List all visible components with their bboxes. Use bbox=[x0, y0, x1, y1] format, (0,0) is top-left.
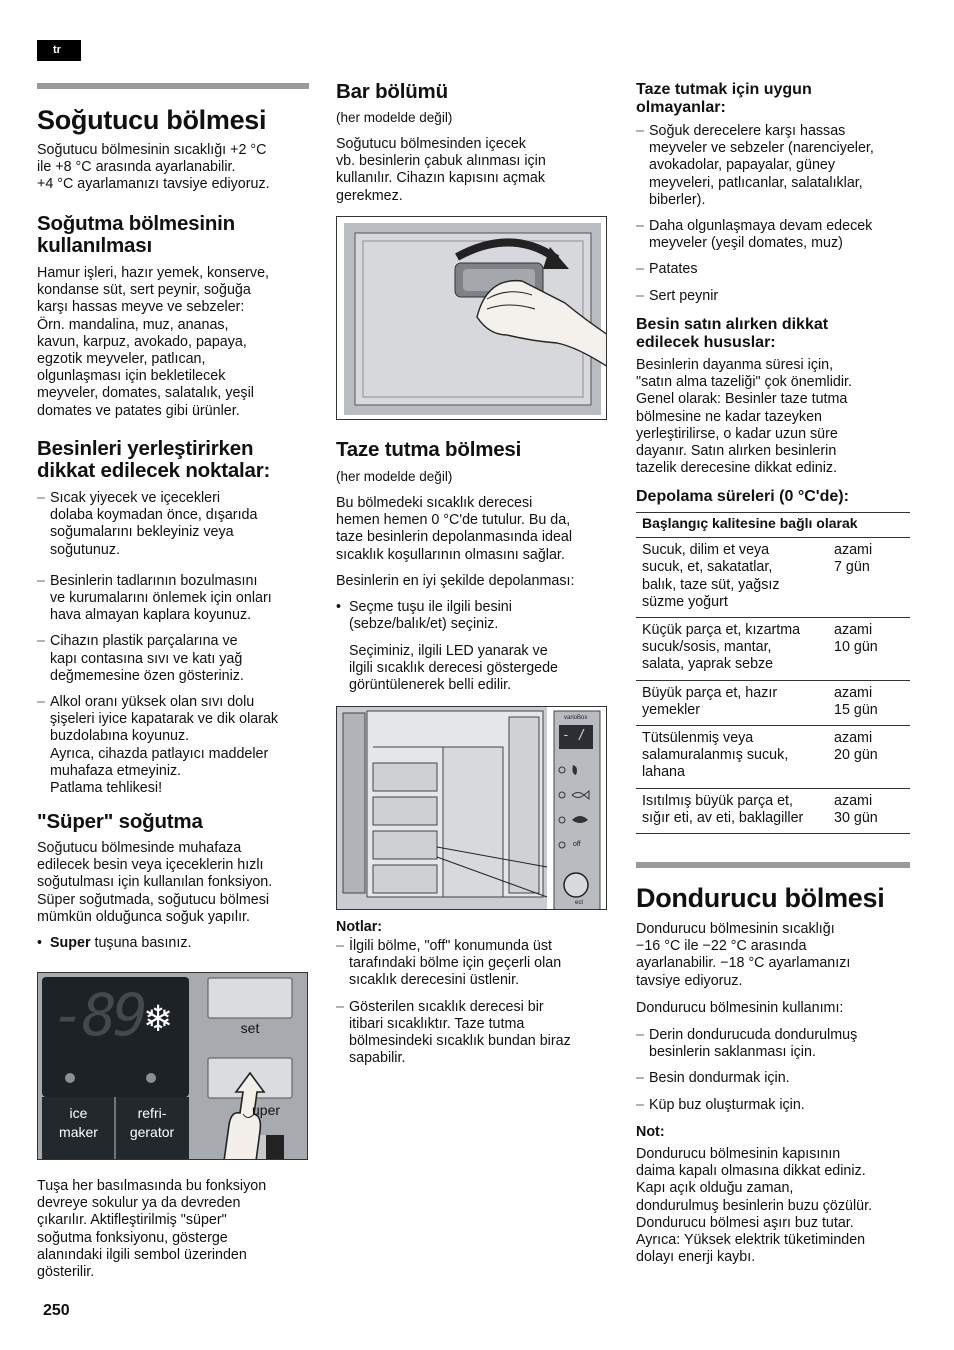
ice-maker-label-line: ice bbox=[69, 1105, 88, 1121]
temperature-digits: -89 bbox=[51, 981, 144, 1049]
tips-list bbox=[37, 490, 309, 797]
list-item: – Daha olgunlaşmaya devam edecek meyveler (yeşil domates, muz) bbox=[636, 218, 910, 252]
super-cooling-heading: "Süper" soğutma bbox=[37, 810, 203, 833]
column-middle bbox=[336, 0, 608, 1067]
section-divider bbox=[636, 862, 910, 868]
list-item: – Sıcak yiyecek ve içecekleri dolaba koymadan önce, dışarıda soğumalarını bekleyiniz veya soğutunuz. bbox=[37, 490, 309, 559]
freezer-note-heading: Not: bbox=[636, 1124, 665, 1140]
table-row bbox=[636, 538, 910, 618]
variobox-display: - / bbox=[562, 728, 586, 743]
fresh-drawer-figure bbox=[336, 706, 607, 910]
storage-table bbox=[636, 512, 910, 834]
food-cell: Isıtılmış büyük parça et, sığır eti, av eti, baklagiller bbox=[636, 788, 834, 833]
variobox-title: varioBox bbox=[564, 715, 588, 721]
food-cell: Tütsülenmiş veya salamuralanmış sucuk, lahana bbox=[636, 726, 834, 789]
freezer-intro: Dondurucu bölmesinin sıcaklığı −16 °C ile −22 °C arasında ayarlanabilir. −18 °C ayarlamanızı tavsiye ediyoruz. bbox=[636, 921, 851, 989]
unsuitable-list bbox=[636, 123, 910, 305]
control-panel-figure bbox=[37, 972, 308, 1160]
table-row bbox=[636, 618, 910, 681]
super-bullet-text: tuşuna basınız. bbox=[90, 935, 192, 951]
super-cooling-text: Soğutucu bölmesinde muhafaza edilecek besin veya içeceklerin hızlı soğutulması için kullanılan fonksiyon. Süper soğutmada, soğutucu bölmesi mümkün olduğunca soğuk yapılır. bbox=[37, 840, 273, 925]
fresh-bullet: • Seçme tuşu ile ilgili besini (sebze/balık/et) seçiniz. bbox=[336, 599, 608, 633]
storage-heading: Depolama süreleri (0 °C'de): bbox=[636, 488, 849, 505]
table-row bbox=[636, 680, 910, 725]
usage-heading: Soğutma bölmesinin kullanılması bbox=[37, 212, 235, 257]
unsuitable-heading: Taze tutmak için uygun olmayanlar: bbox=[636, 81, 812, 116]
fresh-text: Bu bölmedeki sıcaklık derecesi hemen hemen 0 °C'de tutulur. Bu da, taze besinlerin depolanmasında ideal sıcaklık koşullarının olmasını sağlar. bbox=[336, 495, 573, 563]
list-item: – Patates bbox=[636, 261, 910, 278]
ice-maker-label bbox=[42, 1104, 115, 1142]
list-item: – İlgili bölme, "off" konumunda üst tarafındaki bölme için geçerli olan sıcaklık derecesini üstlenir. bbox=[336, 938, 608, 990]
food-cell: Büyük parça et, hazır yemekler bbox=[636, 680, 834, 725]
section-title-refrigerator: Soğutucu bölmesi bbox=[37, 105, 267, 135]
fresh-model-note: (her modelde değil) bbox=[336, 469, 453, 484]
fresh-storage-intro: Besinlerin en iyi şekilde depolanması: bbox=[336, 573, 575, 589]
ice-maker-label-line: maker bbox=[59, 1124, 98, 1140]
super-bullet bbox=[37, 935, 309, 952]
refrigerator-intro: Soğutucu bölmesinin sıcaklığı +2 °C ile +8 °C arasında ayarlanabilir. +4 °C ayarlamanızı tavsiye ediyoruz. bbox=[37, 142, 270, 193]
freezer-note-text: Dondurucu bölmesinin kapısının daima kapalı olmasına dikkat ediniz. Kapı açık olduğu zaman, dondurulmuş besinlerin buzu çözülür. Dondurucu bölmesi aşırı buz tutar. Ayrıca: Yüksek elektrik tüketiminden dolayı enerji kaybı. bbox=[636, 1146, 873, 1266]
notes-heading: Notlar: bbox=[336, 919, 383, 935]
fresh-section-heading: Taze tutma bölmesi bbox=[336, 438, 522, 461]
bar-model-note: (her modelde değil) bbox=[336, 110, 453, 125]
refrigerator-label bbox=[115, 1104, 189, 1142]
list-item: – Besin dondurmak için. bbox=[636, 1070, 910, 1087]
list-item: – Soğuk derecelere karşı hassas meyveler ve sebzeler (narenciyeler, avokadolar, papayalar, güney meyveleri, patlıcanlar, salatalıklar, biberler). bbox=[636, 123, 910, 209]
duration-cell: azami 15 gün bbox=[834, 680, 910, 725]
super-after-text: Tuşa her basılmasında bu fonksiyon devreye sokulur ya da devreden çıkarılır. Aktifleştirilmiş "süper" soğutma fonksiyonu, gösterge alanındaki ilgili sembol üzerinden gösterilir. bbox=[37, 1178, 267, 1281]
table-row bbox=[636, 726, 910, 789]
super-button[interactable]: uper bbox=[252, 1102, 281, 1118]
list-item: – Derin dondurucuda dondurulmuş besinlerin saklanması için. bbox=[636, 1027, 910, 1061]
list-item: – Gösterilen sıcaklık derecesi bir itibari sıcaklıktır. Taze tutma bölmesindeki sıcaklık bundan biraz sapabilir. bbox=[336, 999, 608, 1068]
tips-heading: Besinleri yerleştirirken dikkat edilecek noktalar: bbox=[37, 437, 271, 482]
language-tag: tr bbox=[37, 40, 81, 61]
list-item: – Besinlerin tadlarının bozulmasını ve kurumalarını önlemek için onları hava almayan kaplara koyunuz. bbox=[37, 573, 309, 625]
food-cell: Küçük parça et, kızartma sucuk/sosis, mantar, salata, yaprak sebze bbox=[636, 618, 834, 681]
page-number: 250 bbox=[43, 1302, 70, 1319]
freezer-usage-list bbox=[636, 1027, 910, 1114]
list-item: – Cihazın plastik parçalarına ve kapı contasına sıvı ve katı yağ değmemesine özen gösteriniz. bbox=[37, 633, 309, 685]
duration-cell: azami 10 gün bbox=[834, 618, 910, 681]
freezer-usage-intro: Dondurucu bölmesinin kullanımı: bbox=[636, 1000, 844, 1016]
usage-text: Hamur işleri, hazır yemek, konserve, kondanse süt, sert peynir, soğuğa karşı hassas meyve ve sebzeler: Örn. mandalina, muz, ananas, kavun, karpuz, avokado, papaya, egzotik meyveler, patlıcan, olgunlaşması için bekletilecek meyveler, domates, salatalık, yeşil domates ve patates gibi ürünler. bbox=[37, 265, 269, 419]
table-header: Başlangıç kalitesine bağlı olarak bbox=[636, 513, 910, 538]
refrigerator-label-line: refri- bbox=[137, 1105, 167, 1121]
bar-door-illustration bbox=[337, 217, 607, 420]
bar-door-figure bbox=[336, 216, 607, 420]
table-header-row bbox=[636, 513, 910, 538]
set-button[interactable]: set bbox=[240, 1020, 260, 1036]
bar-text: Soğutucu bölmesinden içecek vb. besinlerin çabuk alınması için kullanılır. Cihazın kapısını açmak gerekmez. bbox=[336, 136, 546, 204]
notes-list bbox=[336, 938, 608, 1067]
table-row bbox=[636, 788, 910, 833]
fresh-bullet-result: Seçiminiz, ilgili LED yanarak ve ilgili sıcaklık derecesi göstergede görüntülenerek belli edilir. bbox=[349, 643, 558, 694]
list-item: – Küp buz oluşturmak için. bbox=[636, 1097, 910, 1114]
duration-cell: azami 30 gün bbox=[834, 788, 910, 833]
duration-cell: azami 20 gün bbox=[834, 726, 910, 789]
buying-heading: Besin satın alırken dikkat edilecek hususlar: bbox=[636, 316, 829, 351]
variobox-select-label: ect bbox=[575, 900, 584, 906]
variobox-off-label: off bbox=[573, 841, 581, 848]
food-cell: Sucuk, dilim et veya sucuk, et, sakatatlar, balık, taze süt, yağsız süzme yoğurt bbox=[636, 538, 834, 618]
refrigerator-label-line: gerator bbox=[129, 1124, 175, 1140]
section-divider bbox=[37, 83, 309, 89]
list-item: – Sert peynir bbox=[636, 288, 910, 305]
buying-text: Besinlerin dayanma süresi için, "satın alma tazeliği" çok önemlidir. Genel olarak: Besinler taze tutma bölmesine ne kadar tazeyken yerleştirilirse, o kadar uzun süre dayanır. Satın alırken besinlerin tazelik derecesine dikkat ediniz. bbox=[636, 357, 852, 477]
bar-section-heading: Bar bölümü bbox=[336, 80, 448, 103]
snowflake-icon: ❄ bbox=[143, 998, 174, 1039]
duration-cell: azami 7 gün bbox=[834, 538, 910, 618]
super-key-name: Super bbox=[50, 935, 91, 951]
list-item: – Alkol oranı yüksek olan sıvı dolu şişeleri iyice kapatarak ve dik olarak buzdolabına koyunuz. Ayrıca, cihazda patlayıcı maddeler muhafaza etmeyiniz. Patlama tehlikesi! bbox=[37, 694, 309, 797]
section-title-freezer: Dondurucu bölmesi bbox=[636, 883, 885, 913]
